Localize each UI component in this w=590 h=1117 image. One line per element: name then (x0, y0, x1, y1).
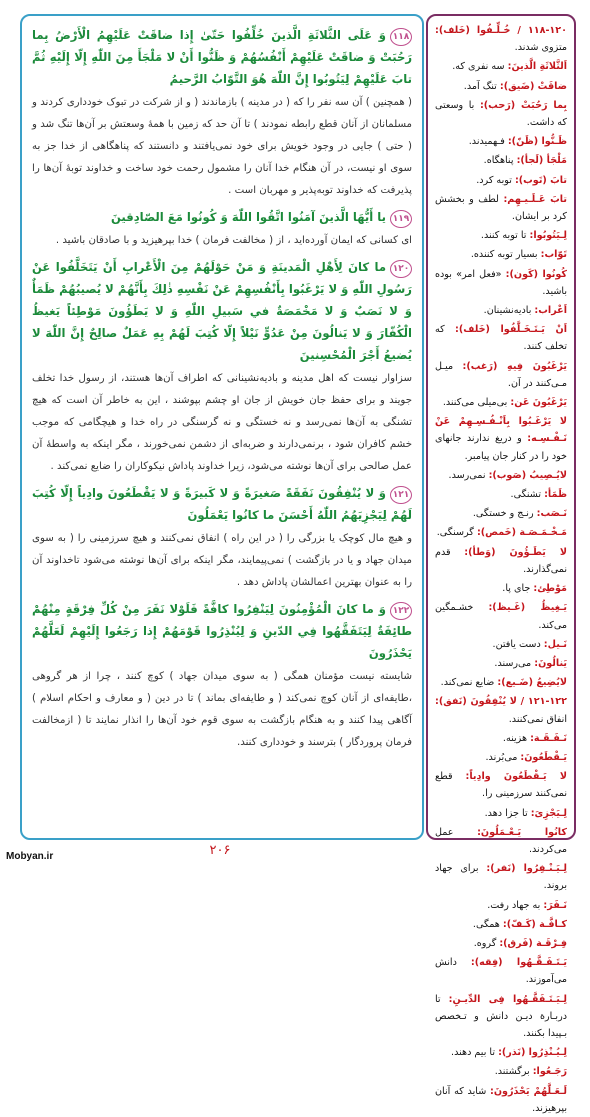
glossary-term: لِـیَتُوبُوا: (529, 230, 567, 242)
glossary-term: رَجَـعُوا: (532, 1066, 567, 1078)
glossary-term: اَعْراب: (534, 305, 567, 317)
glossary-meaning: عمل می‌کردند. (435, 826, 567, 855)
glossary-entry (435, 524, 567, 541)
verse-arabic: ما كانَ لِأَهْلِ الْمَدينَةِ وَ مَنْ حَوْلَهُمْ مِنَ الْأَعْرابِ أَنْ يَتَخَلَّفُوا عَنْ رَسُولِ اللّٰهِ وَ لا يَرْغَبُوا بِأَنْفُسِهِمْ عَنْ نَفْسِهِ ذٰلِكَ بِأَنَّهُمْ لا يُصيبُهُمْ ظَمَأٌ وَ لا نَصَبٌ وَ لا مَخْمَصَةٌ في سَبيلِ اللّٰهِ وَ لا يَطَؤُونَ مَوْطِئاً يَغيظُ الْكُفّارَ وَ لا يَنالُونَ مِنْ عَدُوٍّ نَيْلاً إِلّا كُتِبَ لَهُمْ بِهِ عَمَلٌ صالِحٌ إِنَّ اللّٰهَ لا يُضيعُ أَجْرَ الْمُحْسِنينَ (32, 260, 412, 362)
glossary-meaning: بی‌میلی می‌کنند. (442, 397, 511, 409)
glossary-meaning: که تخلف کنند. (435, 324, 567, 353)
glossary-meaning: تا بیم دهند. (451, 1047, 499, 1059)
glossary-term: کـافَّـة (کَـفّ): (502, 918, 567, 930)
glossary-entry (435, 246, 567, 263)
glossary-entry (435, 805, 567, 822)
glossary-entry (435, 916, 567, 933)
glossary-term: ظَـنُّوا (ظَنّ): (507, 136, 567, 148)
glossary-entry (435, 22, 567, 56)
glossary-term: لایُضِیعُ (ضَـیع): (497, 677, 567, 689)
verse-number-badge: ۱۲۲ (390, 602, 412, 620)
glossary-meaning: قدم نمی‌گذارند. (435, 546, 567, 575)
glossary-entry (435, 768, 567, 802)
glossary-meaning: همگی. (472, 918, 503, 930)
glossary-meaning: گروه. (473, 937, 500, 949)
glossary-term: مَلْجَأ (لَجأ): (516, 155, 567, 167)
glossary-entry (435, 1083, 567, 1117)
glossary-entry (435, 505, 567, 522)
glossary-term: فِـرْقَـة (فَرق): (499, 937, 567, 949)
glossary-term: اَنْ یَـتَـخَـلَّفُوا (خَلف): (455, 324, 568, 336)
glossary-entry (435, 172, 567, 189)
verse-number-badge: ۱۲۱ (390, 486, 412, 504)
glossary-term: یَرْغَبُونَ عَن: (510, 397, 567, 409)
glossary-term: بِما رَحُبَتْ (رَحب): (479, 99, 568, 111)
glossary-term: ضاقَتْ (ضَیق): (499, 80, 567, 92)
glossary-entry (435, 78, 567, 95)
glossary-meaning: تشنگی. (510, 489, 545, 501)
glossary-entry (435, 227, 567, 244)
glossary-entry (435, 730, 567, 747)
glossary-meaning: برگشتند. (494, 1066, 533, 1078)
glossary-term: لا یَرْغَـبُوا بِاَنْـفُـسِـهِمْ عَنْ نَـفْـسِـه: (435, 416, 567, 445)
glossary-term: لَـعَـلَّهُمْ یَحْذَرُونَ: (490, 1085, 567, 1097)
glossary-meaning: به جهاد رفت. (487, 899, 544, 911)
glossary-meaning: جای پا. (502, 583, 534, 595)
glossary-term: کُونُوا (کَون): (505, 268, 567, 280)
glossary-term: یَرْغَبُونَ فِیهِ (رَغب): (462, 360, 567, 372)
glossary-term: یَـغِیظُ (غَـیظ): (488, 602, 567, 614)
verse-arabic: يا أَيُّهَا الَّذينَ آمَنُوا اتَّقُوا اللّٰهَ وَ كُونُوا مَعَ الصّادِقينَ (110, 210, 386, 224)
verse-text (32, 256, 412, 366)
glossary-entry (435, 693, 567, 727)
glossary-term: لایُـصِیبُ (صَوب): (488, 469, 567, 481)
glossary-entry (435, 580, 567, 597)
glossary-meaning: سه نفری که. (452, 61, 508, 73)
glossary-column (426, 14, 576, 1114)
glossary-meaning: قطع نمی‌کنند سرزمینی را. (435, 771, 567, 800)
glossary-entry (435, 486, 567, 503)
glossary-entry (435, 599, 567, 633)
glossary-meaning: با وسعتی که داشت. (435, 99, 567, 129)
page-number: ۲۰۶ (209, 843, 231, 858)
glossary-meaning: پناهگاه. (483, 155, 517, 167)
glossary-entry (435, 674, 567, 691)
glossary-meaning: نمی‌رسد. (448, 469, 489, 481)
glossary-term: لِـیَـتَـفَقَّـهُوا فِی الدِّیـنِ: (448, 993, 567, 1005)
glossary-meaning: دست یافتن. (492, 638, 544, 650)
glossary-entry (435, 824, 567, 858)
glossary-meaning: هزینه. (502, 732, 531, 744)
glossary-entry (435, 302, 567, 319)
glossary-entry (435, 321, 567, 355)
glossary-term: یَنالُونَ: (534, 657, 567, 669)
glossary-entry (435, 133, 567, 150)
verse-text (32, 24, 412, 90)
glossary-meaning: فـهمیدند. (468, 136, 508, 148)
glossary-entry (435, 636, 567, 653)
glossary-meaning: متزوی شدند. (514, 42, 567, 54)
glossary-entry (435, 954, 567, 988)
glossary-meaning: تنگ آمد. (463, 80, 500, 92)
glossary-meaning: تا توبه کنند. (480, 230, 530, 242)
glossary-term: ۱۲۱-۱۲۲ / لا یُنْفِقُونَ (نَفق): (435, 696, 567, 708)
verse-number-badge: ۱۲۰ (390, 260, 412, 278)
glossary-entry (435, 266, 567, 300)
glossary-entry (435, 1063, 567, 1080)
glossary-term: ظَمَأ: (544, 489, 567, 501)
verse-arabic: وَ ما كانَ الْمُؤْمِنُونَ لِيَنْفِرُوا كافَّةً فَلَوْلا نَفَرَ مِنْ كُلِّ فِرْقَةٍ مِنْهُمْ طائِفَةٌ لِيَتَفَقَّهُوا فِي الدّينِ وَ لِيُنْذِرُوا قَوْمَهُمْ إِذا رَجَعُوا إِلَيْهِمْ لَعَلَّهُمْ يَحْذَرُونَ (32, 602, 412, 660)
glossary-entry (435, 467, 567, 484)
glossary-meaning: ضایع نمی‌کند. (440, 677, 498, 689)
glossary-term: کانُوا یَـعْـمَلُونَ: (477, 826, 567, 838)
glossary-meaning: و دریغ ندارند جانهای خود را در کنار جان پیامبر. (435, 433, 567, 462)
glossary-term: نَـیل: (543, 638, 567, 650)
glossary-term: نَـصَب: (536, 508, 567, 520)
glossary-meaning: خشـمگین می‌کند. (435, 602, 567, 631)
glossary-meaning: بسیار توبه کننده. (470, 249, 541, 261)
glossary-term: لِـیَـنْـفِرُوا (نَفر): (486, 863, 567, 875)
glossary-term: نَـفَرَ: (543, 899, 567, 911)
glossary-entry (435, 358, 567, 392)
glossary-term: تابَ (تَوب): (514, 174, 567, 186)
glossary-meaning: تا دربـارة دیـن دانش و تـخصص بـپیدا بکنند. (435, 993, 567, 1039)
verse-translation: ای کسانی که ایمان آورده‌اید ، از ( مخالفت فرمان ) خدا بپرهیزید و با صادقان باشید . (55, 235, 412, 246)
glossary-entry (435, 860, 567, 894)
glossary-term: لِـیَجْزِیَ: (530, 807, 567, 819)
glossary-meaning: گرسنگی. (436, 527, 477, 539)
glossary-term: تابَ عَـلَـیـهِم: (503, 193, 567, 205)
glossary-term: مَوْطِئ: (533, 583, 567, 595)
glossary-meaning: می‌رسند. (494, 657, 535, 669)
verse-text (32, 206, 412, 228)
glossary-meaning: توبه کرد. (476, 174, 515, 186)
glossary-term: اَلثَّلاثَةِ الَّذینَ: (507, 61, 567, 73)
glossary-term: یَـقْطَعُونَ: (520, 751, 567, 763)
glossary-entry (435, 897, 567, 914)
verse-translation: ( همچنین ) آن سه نفر را که ( در مدینه ) بازماندند ( و از شرکت در تبوک خودداری کردند و مسلمانان از آنان قطع رابطه نمودند ) تا آن حد که زمین با همهٔ وسعتش بر آن‌ها تنگ شد و ( حتی ) جایی در وجود خویش برای خود نمی‌یافتند و دانستند که پناهگاهی از خدا جز به سوی او نیست، در آن هنگام خدا آنان را مشمول رحمت خود ساخت و خداوند توبهٔ آن‌ها را پذیرفت که خداوند توبه‌پذیر و مهربان است . (32, 97, 412, 196)
glossary-term: ۱۱۸-۱۲۰ / خُـلِّـفُوا (خَلف): (435, 25, 567, 36)
verse-number-badge: ۱۱۹ (390, 210, 412, 228)
glossary-meaning: رنـج و خستگی. (472, 508, 537, 520)
glossary-entry (435, 991, 567, 1043)
verse-text (32, 598, 412, 664)
glossary-meaning: میـل مـی‌کنند در آن. (435, 360, 567, 389)
site-watermark: Mobyan.ir (6, 851, 54, 862)
glossary-entry (435, 935, 567, 952)
verse-arabic: وَ عَلَى الثَّلاثَةِ الَّذينَ خُلِّفُوا حَتّىٰ إِذا ضاقَتْ عَلَيْهِمُ الْأَرْضُ بِما رَحُبَتْ وَ ضاقَتْ عَلَيْهِمْ أَنْفُسُهُمْ وَ ظَنُّوا أَنْ لا مَلْجَأَ مِنَ اللّٰهِ إِلّا إِلَيْهِ ثُمَّ تابَ عَلَيْهِمْ لِيَتُوبُوا إِنَّ اللّٰهَ هُوَ التَّوّابُ الرَّحيمُ (32, 28, 412, 86)
glossary-term: لا یَطَـؤُونَ (وَطأ): (464, 546, 567, 558)
glossary-term: لا یَـقْطَعُونَ وادِیاً: (465, 771, 567, 783)
glossary-entry (435, 1044, 567, 1061)
glossary-term: تَوّاب: (540, 249, 567, 261)
verse-translation: سزاوار نیست که اهل مدینه و بادیه‌نشینانی که اطراف آن‌ها هستند، از رسول خدا تخلف جویند و برای حفظ جان خویش از جان او چشم بپوشند ، این به خاطر آن است که هیچ تشنگی به آن‌ها نمی‌رسد و نه خستگی و نه گرسنگی در راه خدا و هیچگامی که موجب خشم کافران شود ، برنمی‌دارند و ضربه‌ای از دشمن نمی‌خورند ، مگر اینکه به واسطهٔ آن عمل صالحی برای آن‌ها نوشته می‌شود، زیرا خداوند پاداش نیکوکاران را ضایع نمی‌کند . (32, 373, 412, 472)
verse-translation: شایسته نیست مؤمنان همگی ( به سوی میدان جهاد ) کوچ کنند ، چرا از هر گروهی ،طایفه‌ای از آنان کوچ نمی‌کند ( و طایفه‌ای بماند ) تا در دین ( و معارف و احکام اسلام ) آگاهی پیدا کنند و به هنگام بازگشت به سوی قوم خود آن‌ها را انذار نمایند تا ( ازمخالفت فرمان پروردگار ) بترسند و خودداری کنند. (32, 671, 412, 748)
glossary-meaning: شاید که آنان بپرهیزند. (435, 1085, 567, 1114)
verse-text (32, 482, 412, 526)
glossary-meaning: برای جهاد بروند. (435, 863, 567, 892)
glossary-meaning: لطف و بخشش کرد بر ایشان. (435, 193, 567, 223)
glossary-entry (435, 58, 567, 75)
glossary-term: یَـتَـفَـقَّـهُوا (فِقه): (470, 957, 567, 969)
glossary-meaning: انفاق نمی‌کنند. (508, 713, 567, 725)
glossary-entry (435, 394, 567, 411)
verse-number-badge: ۱۱۸ (390, 28, 412, 46)
glossary-entry (435, 97, 567, 131)
verse-translation: و هیچ مال کوچک یا بزرگی را ( در این راه ) انفاق نمی‌کنند و هیچ سرزمینی را ( به سوی میدان جهاد و یا در بازگشت ) نمی‌پیمایند، مگر اینکه برای آن‌ها نوشته می‌شود تاخداوند آن را به عنوان بهترین اعمالشان پاداش دهد . (32, 533, 412, 588)
glossary-meaning: بادیه‌نشینان. (483, 305, 535, 317)
glossary-entry (435, 191, 567, 225)
glossary-meaning: می‌بُرند. (485, 751, 521, 763)
glossary-entry (435, 413, 567, 465)
glossary-meaning: تا جزا دهد. (484, 807, 531, 819)
verse-arabic: وَ لا يُنْفِقُونَ نَفَقَةً صَغيرَةً وَ لا كَبيرَةً وَ لا يَقْطَعُونَ وادِياً إِلّا كُتِبَ لَهُمْ لِيَجْزِيَهُمُ اللّٰهُ أَحْسَنَ ما كانُوا يَعْمَلُونَ (32, 486, 412, 522)
glossary-meaning: «فعل امر» بوده باشید. (435, 268, 567, 297)
glossary-meaning: دانش می‌آموزند. (435, 957, 567, 986)
glossary-entry (435, 544, 567, 578)
glossary-entry (435, 655, 567, 672)
glossary-entry (435, 152, 567, 169)
glossary-term: لِـیُـنْذِرُوا (نَذر): (498, 1047, 567, 1059)
main-column (20, 14, 424, 840)
glossary-entry (435, 749, 567, 766)
glossary-term: مَـخْـمَـصَـة (خَمص): (476, 527, 567, 539)
glossary-term: نَـفَـقَـة: (530, 732, 567, 744)
